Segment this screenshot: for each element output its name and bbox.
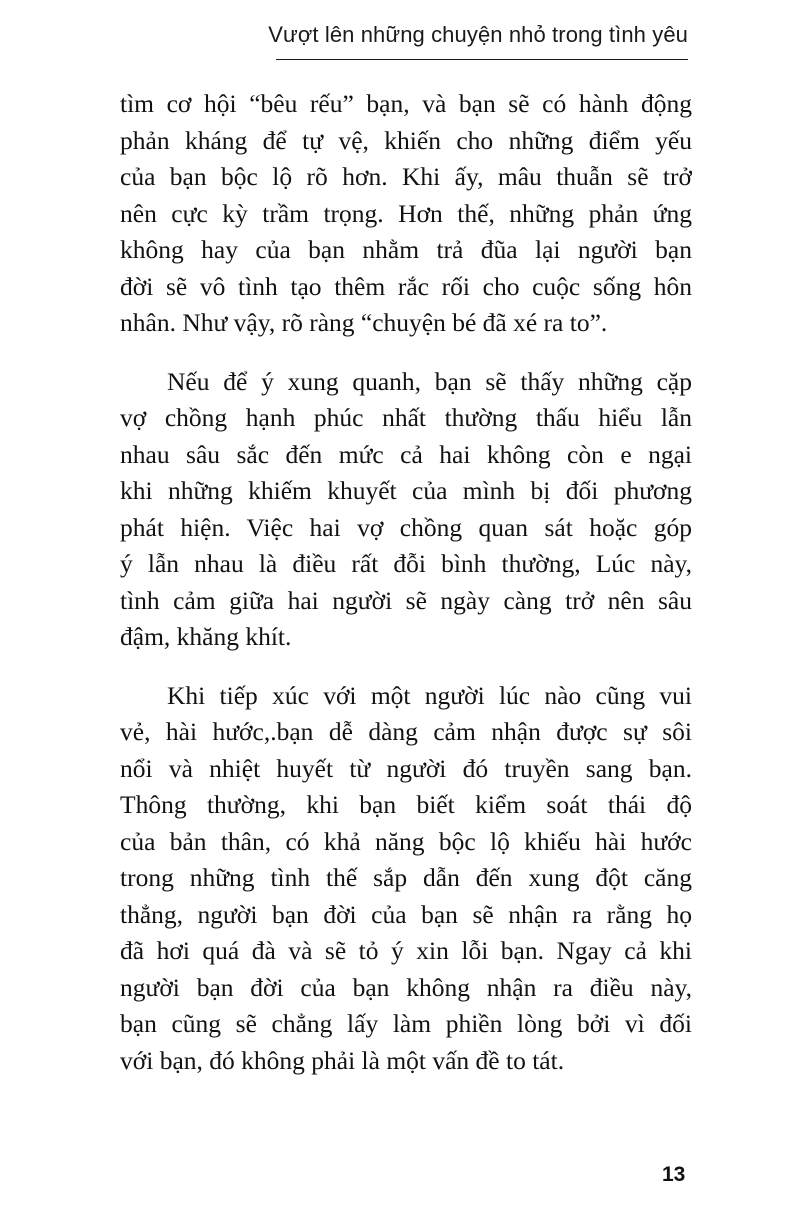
paragraph-1 — [120, 86, 692, 342]
text-line: không hay của bạn nhằm trả đũa lại người bạn — [120, 235, 692, 264]
text-line: nên cực kỳ trầm trọng. Hơn thế, những phản ứng — [120, 198, 692, 228]
text-line: của bản thân, có khả năng bộc lộ khiếu hài hước — [120, 826, 692, 856]
text-line: tìm cơ hội “bêu rếu” bạn, và bạn sẽ có hành động — [120, 89, 692, 118]
text-line: Khi tiếp xúc với một người lúc nào cũng vui — [167, 680, 692, 710]
text-line: phát hiện. Việc hai vợ chồng quan sát hoặc góp — [120, 512, 692, 542]
text-line: vẻ, hài hước,.bạn dễ dàng cảm nhận được sự sôi — [120, 717, 692, 746]
paragraph-3 — [120, 678, 692, 1080]
text-line: nhau sâu sắc đến mức cả hai không còn e ngại — [120, 439, 692, 469]
text-line: đã hơi quá đà và sẽ tỏ ý xin lỗi bạn. Ngay cả khi — [120, 936, 692, 965]
header-rule — [276, 59, 688, 60]
running-header-title: Vượt lên những chuyện nhỏ trong tình yêu — [268, 22, 688, 47]
page-number: 13 — [662, 1163, 686, 1186]
text-line: nổi và nhiệt huyết từ người đó truyền sang bạn. — [120, 753, 692, 783]
text-line: trong những tình thế sắp dẫn đến xung đột căng — [120, 863, 692, 892]
text-line: của bạn bộc lộ rõ hơn. Khi ấy, mâu thuẫn sẽ trở — [120, 162, 692, 191]
text-line: với bạn, đó không phải là một vấn đề to tát. — [120, 1045, 565, 1075]
text-line: ý lẫn nhau là điều rất đỗi bình thường, Lúc này, — [120, 549, 692, 578]
text-line: bạn cũng sẽ chẳng lấy làm phiền lòng bởi vì đối — [120, 1009, 692, 1038]
text-line: thẳng, người bạn đời của bạn sẽ nhận ra rằng họ — [120, 899, 692, 929]
text-line: người bạn đời của bạn không nhận ra điều này, — [120, 972, 692, 1002]
text-line: Nếu để ý xung quanh, bạn sẽ thấy những cặp — [167, 366, 692, 396]
text-line: khi những khiếm khuyết của mình bị đối phương — [120, 476, 692, 505]
text-line: nhân. Như vậy, rõ ràng “chuyện bé đã xé ra to”. — [120, 308, 608, 337]
text-line: vợ chồng hạnh phúc nhất thường thấu hiểu lẫn — [120, 403, 692, 432]
paragraph-2 — [120, 364, 692, 656]
text-line: đậm, khăng khít. — [120, 622, 292, 651]
text-line: phản kháng để tự vệ, khiến cho những điểm yếu — [120, 125, 692, 155]
text-line: tình cảm giữa hai người sẽ ngày càng trở nên sâu — [120, 585, 692, 615]
page-body — [120, 86, 692, 1079]
text-line: đời sẽ vô tình tạo thêm rắc rối cho cuộc sống hôn — [120, 271, 692, 301]
text-line: Thông thường, khi bạn biết kiểm soát thái độ — [120, 790, 692, 819]
